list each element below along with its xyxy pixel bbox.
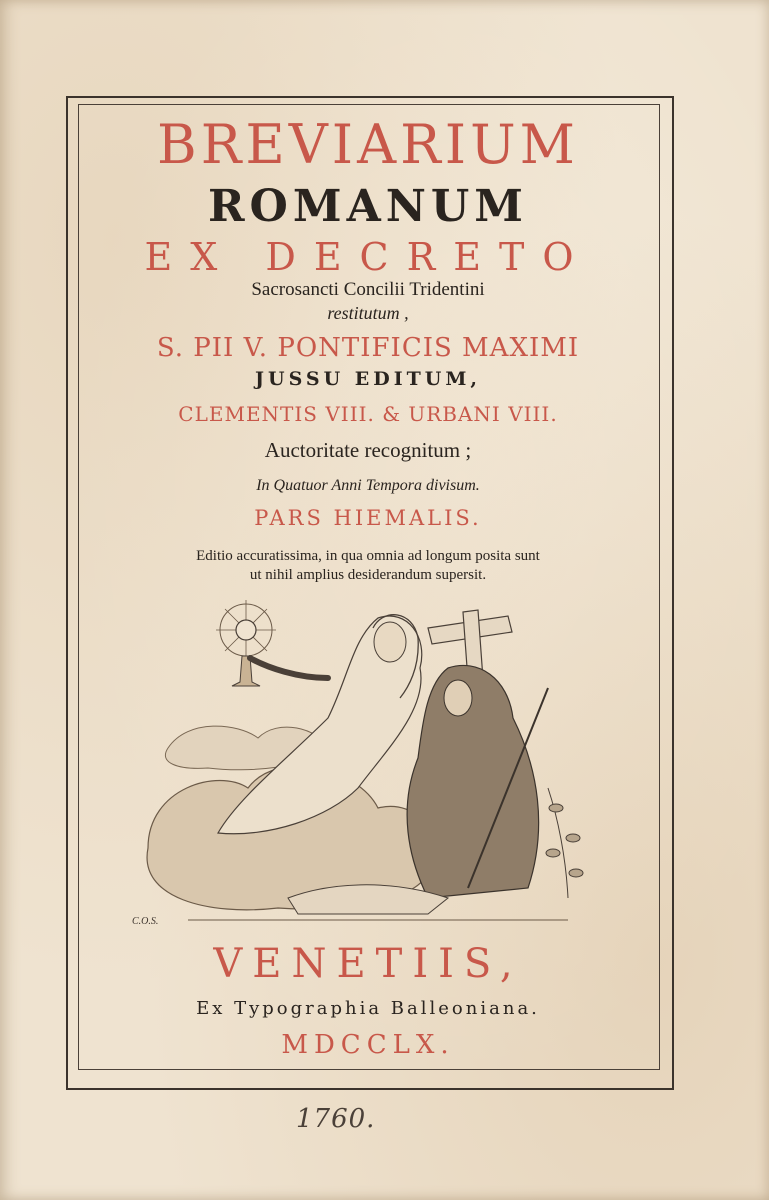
title-breviarium: BREVIARIUM [157,113,579,176]
title-ex-decreto: EX DECRETO [144,235,592,279]
church-figure [218,615,422,834]
text-jussu-editum: JUSSU EDITUM, [255,368,481,390]
imprint-place: VENETIIS, [213,941,523,987]
text-quatuor: In Quatuor Anni Tempora divisum. [256,477,480,494]
text-editio-1: Editio accuratissima, in qua omnia ad longum posita sunt [196,548,540,564]
plant-icon [546,788,583,898]
text-clementis: CLEMENTIS VIII. & URBANI VIII. [178,402,558,426]
monstrance-icon [216,600,276,686]
text-pontificis: S. PII V. PONTIFICIS MAXIMI [156,333,580,363]
engraver-signature: C.O.S. [132,916,159,927]
text-pars-hiemalis: PARS HIEMALIS. [254,506,482,530]
handwritten-year-note: 1760. [296,1104,376,1134]
imprint-year: MDCCLX. [281,1030,455,1060]
imprint-printer: Ex Typographia Balleoniana. [196,998,540,1019]
text-editio-2: ut nihil amplius desiderandum supersit. [249,567,487,583]
text-restitutum: restitutum , [327,303,409,323]
text-auctoritate: Auctoritate recognitum ; [264,438,472,462]
engraving-illustration [128,598,608,936]
text-concilii: Sacrosancti Concilii Tridentini [251,279,485,300]
title-romanum: ROMANUM [207,181,529,232]
